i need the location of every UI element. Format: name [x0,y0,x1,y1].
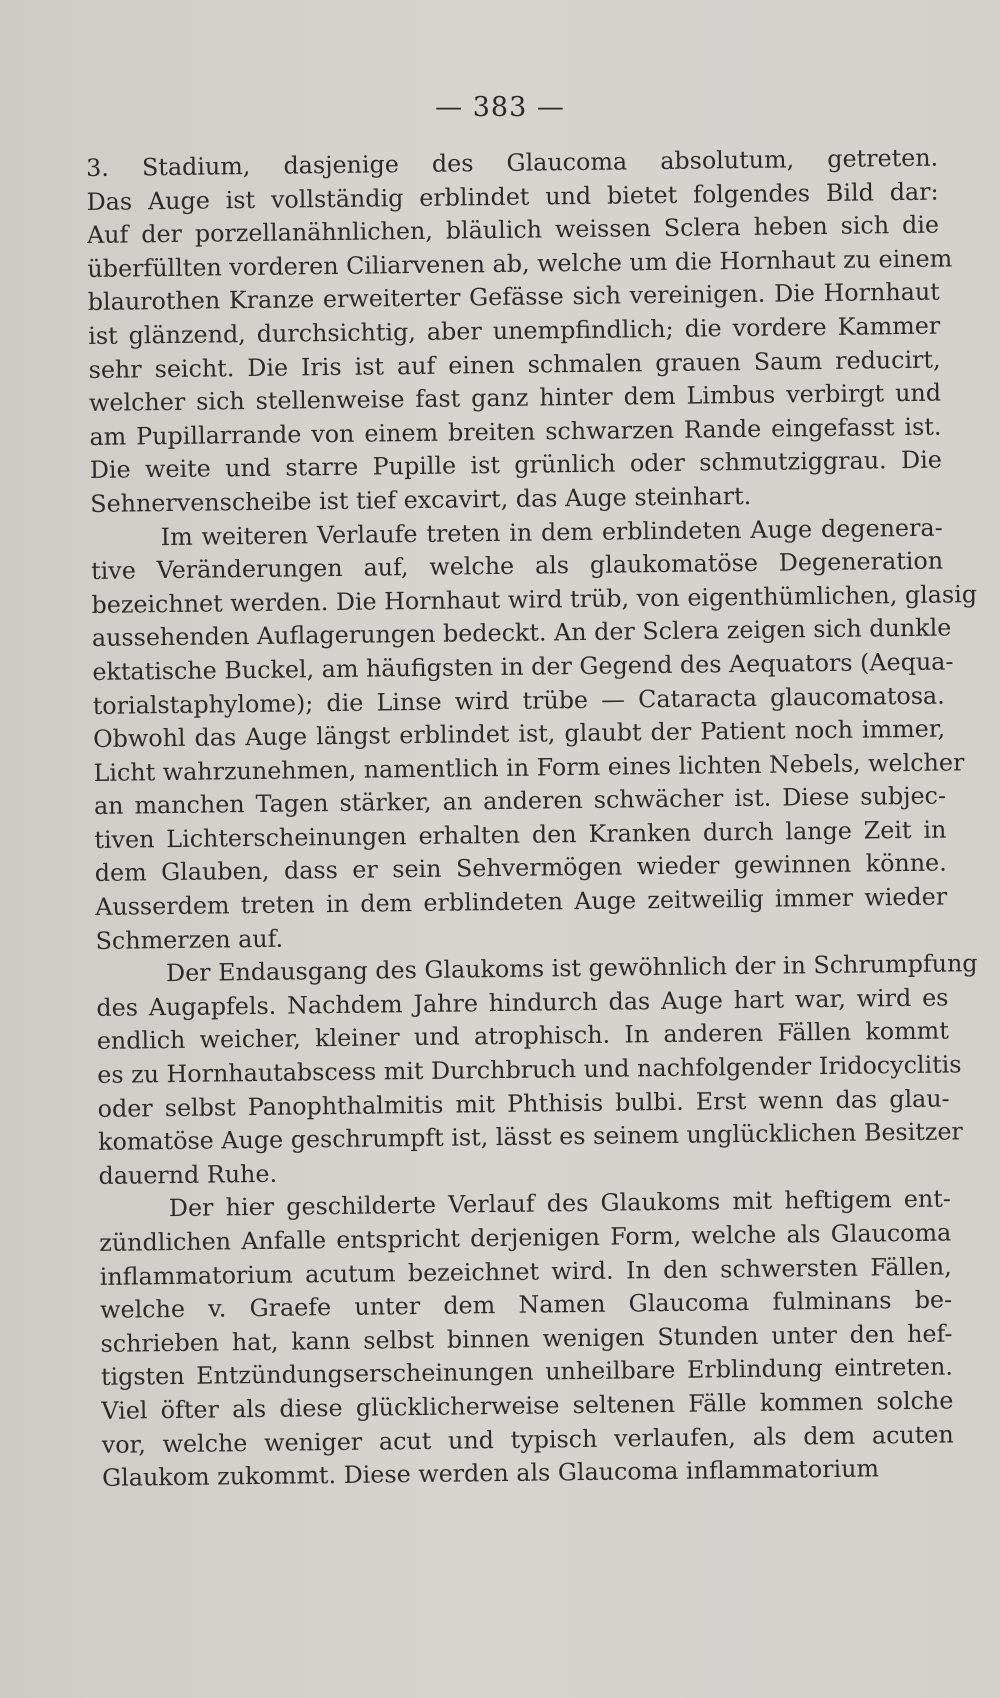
text-line: schrieben hat, kann selbst binnen wenigen Stunden unter den hef- [100,1319,953,1358]
text-line: ektatische Buckel, am häufigsten in der Gegend des Aequators (Aequa- [92,647,954,686]
text-line: des Augapfels. Nachdem Jahre hindurch das Auge hart war, wird es [96,983,949,1022]
text-line: Obwohl das Auge längst erblindet ist, glaubt der Patient noch immer, [93,714,946,754]
text-line: vor, welche weniger acut und typisch verlaufen, als dem acuten [101,1420,954,1459]
text-line: aussehenden Auflagerungen bedeckt. An der Sclera zeigen sich dunkle [91,613,952,653]
text-line: Viel öfter als diese glücklicherweise seltenen Fälle kommen solche [101,1386,954,1425]
text-line: an manchen Tagen stärker, an anderen schwächer ist. Diese subjec- [93,781,947,821]
text-line: überfüllten vorderen Ciliarvenen ab, welche um die Hornhaut zu einem [87,244,953,283]
text-line: Ausserdem treten in dem erblindeten Auge zeitweilig immer wieder [95,882,948,922]
text-line: torialstaphylome); die Linse wird trübe — Cataracta glaucomatosa. [92,681,945,720]
text-line: Glaukom zukommt. Diese werden als Glaucoma inflammatorium [102,1454,880,1493]
text-line: dauernd Ruhe. [98,1159,278,1190]
text-line: endlich weicher, kleiner und atrophisch. In anderen Fällen kommt [96,1016,949,1056]
text-line: Schmerzen auf. [95,924,284,955]
text-line: Der hier geschilderte Verlauf des Glaukoms mit heftigem ent- [168,1184,952,1223]
text-line: ist glänzend, durchsichtig, aber unempfindlich; die vordere Kammer [88,311,941,350]
text-line: Im weiteren Verlaufe treten in dem erblindeten Auge degenera- [160,513,943,551]
paragraph [86,142,953,522]
text-line: welche v. Graefe unter dem Namen Glaucoma fulminans be- [99,1285,953,1325]
text-line: oder selbst Panophthalmitis mit Phthisis bulbi. Erst wenn das glau- [97,1084,950,1123]
text-line: 3. Stadium, dasjenige des Glaucoma absolutum, getreten. [86,143,939,182]
text-line: inflammatorium acutum bezeichnet wird. In den schwersten Fällen, [99,1252,952,1291]
paragraph [96,948,978,1194]
text-line: Sehnervenscheibe ist tief excavirt, das Auge steinhart. [90,481,752,518]
text-line: Licht wahrzunehmen, namentlich in Form eines lichten Nebels, welcher [93,748,965,787]
text-line: blaurothen Kranze erweiterter Gefässe sich vereinigen. Die Hornhaut [87,277,940,317]
text-line: tive Veränderungen auf, welche als glaukomatöse Degeneration [90,546,944,586]
text-line: Der Endausgang des Glaukoms ist gewöhnlich der in Schrumpfung [165,949,978,988]
paragraph [90,511,978,958]
text-line: bezeichnet werden. Die Hornhaut wird trüb, von eigenthümlichen, glasig [91,579,978,619]
text-line: komatöse Auge geschrumpft ist, lässt es seinem unglücklichen Besitzer [97,1117,964,1157]
text-line: Das Auge ist vollständig erblindet und bietet folgendes Bild dar: [86,177,939,216]
page-number: — 383 — [435,92,565,123]
text-line: am Pupillarrande von einem breiten schwarzen Rande eingefasst ist. [89,412,942,451]
text-line: tiven Lichterscheinungen erhalten den Kranken durch lange Zeit in [94,815,947,854]
text-line: Auf der porzellanähnlichen, bläulich weissen Sclera heben sich die [86,210,940,250]
text-line: zündlichen Anfalle entspricht derjenigen Form, welche als Glaucoma [99,1218,952,1257]
text-line: es zu Hornhautabscess mit Durchbruch und nachfolgender Iridocyclitis [97,1050,962,1089]
text-line: welcher sich stellenweise fast ganz hinter dem Limbus verbirgt und [88,378,942,418]
text-line: dem Glauben, dass er sein Sehvermögen wieder gewinnen könne. [94,849,947,888]
paragraph [99,1183,955,1496]
text-line: tigsten Entzündungserscheinungen unheilbare Erblindung eintreten. [100,1352,954,1392]
body-text [86,142,978,1496]
text-line: Die weite und starre Pupille ist grünlich oder schmutziggrau. Die [89,445,942,485]
text-line: sehr seicht. Die Iris ist auf einen schmalen grauen Saum reducirt, [88,345,941,384]
